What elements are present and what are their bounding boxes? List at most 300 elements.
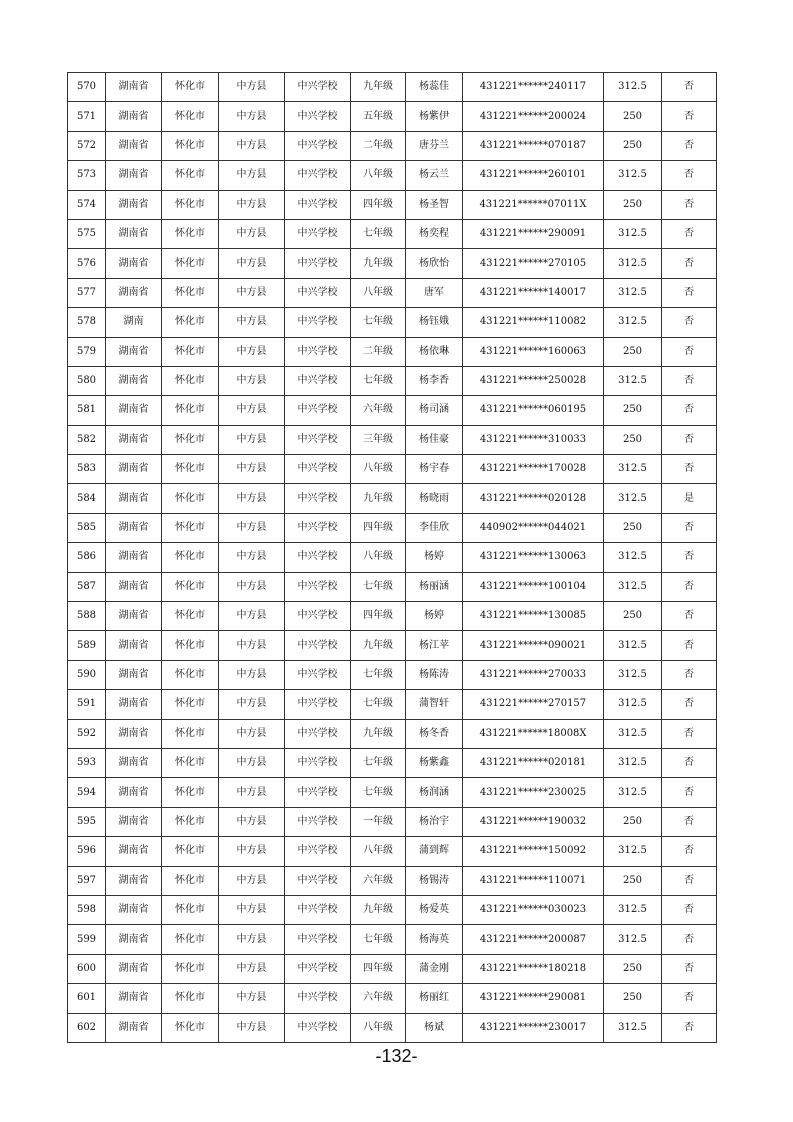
cell-province: 湖南 bbox=[106, 308, 162, 337]
table-row bbox=[68, 513, 717, 542]
cell-seq-no: 600 bbox=[68, 954, 106, 983]
cell-flag: 否 bbox=[662, 778, 717, 807]
cell-grade: 七年级 bbox=[351, 660, 406, 689]
cell-school: 中兴学校 bbox=[285, 807, 351, 836]
cell-school: 中兴学校 bbox=[285, 513, 351, 542]
cell-seq-no: 601 bbox=[68, 984, 106, 1013]
table-row bbox=[68, 484, 717, 513]
cell-student-name: 蒲智轩 bbox=[406, 690, 463, 719]
cell-amount: 312.5 bbox=[604, 690, 662, 719]
cell-flag: 否 bbox=[662, 631, 717, 660]
cell-amount: 312.5 bbox=[604, 925, 662, 954]
cell-student-name: 杨云兰 bbox=[406, 161, 463, 190]
cell-flag: 否 bbox=[662, 660, 717, 689]
cell-city: 怀化市 bbox=[162, 131, 219, 160]
cell-county: 中方县 bbox=[219, 925, 285, 954]
table-row bbox=[68, 455, 717, 484]
cell-grade: 九年级 bbox=[351, 484, 406, 513]
cell-seq-no: 599 bbox=[68, 925, 106, 954]
cell-county: 中方县 bbox=[219, 690, 285, 719]
cell-flag: 否 bbox=[662, 690, 717, 719]
records-table bbox=[67, 72, 717, 1043]
cell-province: 湖南省 bbox=[106, 425, 162, 454]
table-row bbox=[68, 690, 717, 719]
cell-amount: 312.5 bbox=[604, 484, 662, 513]
cell-amount: 250 bbox=[604, 337, 662, 366]
table-row bbox=[68, 219, 717, 248]
cell-province: 湖南省 bbox=[106, 278, 162, 307]
cell-county: 中方县 bbox=[219, 484, 285, 513]
cell-seq-no: 588 bbox=[68, 602, 106, 631]
cell-seq-no: 577 bbox=[68, 278, 106, 307]
cell-amount: 250 bbox=[604, 425, 662, 454]
cell-seq-no: 585 bbox=[68, 513, 106, 542]
cell-flag: 否 bbox=[662, 278, 717, 307]
cell-grade: 九年级 bbox=[351, 719, 406, 748]
cell-id-number: 431221******290091 bbox=[463, 219, 604, 248]
cell-student-name: 杨爱英 bbox=[406, 895, 463, 924]
cell-city: 怀化市 bbox=[162, 866, 219, 895]
cell-county: 中方县 bbox=[219, 249, 285, 278]
cell-amount: 312.5 bbox=[604, 543, 662, 572]
cell-student-name: 杨江苹 bbox=[406, 631, 463, 660]
table-row bbox=[68, 895, 717, 924]
cell-amount: 250 bbox=[604, 807, 662, 836]
table-row bbox=[68, 807, 717, 836]
cell-county: 中方县 bbox=[219, 1013, 285, 1042]
cell-flag: 否 bbox=[662, 954, 717, 983]
cell-grade: 八年级 bbox=[351, 278, 406, 307]
cell-grade: 九年级 bbox=[351, 73, 406, 102]
cell-amount: 312.5 bbox=[604, 631, 662, 660]
table-row bbox=[68, 572, 717, 601]
cell-county: 中方县 bbox=[219, 984, 285, 1013]
cell-amount: 312.5 bbox=[604, 308, 662, 337]
cell-id-number: 431221******020181 bbox=[463, 748, 604, 777]
cell-student-name: 杨婷 bbox=[406, 602, 463, 631]
cell-county: 中方县 bbox=[219, 837, 285, 866]
cell-amount: 250 bbox=[604, 602, 662, 631]
cell-province: 湖南省 bbox=[106, 190, 162, 219]
cell-id-number: 431221******270033 bbox=[463, 660, 604, 689]
cell-county: 中方县 bbox=[219, 572, 285, 601]
cell-school: 中兴学校 bbox=[285, 73, 351, 102]
cell-grade: 九年级 bbox=[351, 895, 406, 924]
cell-province: 湖南省 bbox=[106, 866, 162, 895]
cell-seq-no: 580 bbox=[68, 366, 106, 395]
cell-school: 中兴学校 bbox=[285, 895, 351, 924]
cell-grade: 四年级 bbox=[351, 190, 406, 219]
cell-county: 中方县 bbox=[219, 954, 285, 983]
cell-grade: 二年级 bbox=[351, 337, 406, 366]
cell-student-name: 李佳欣 bbox=[406, 513, 463, 542]
cell-id-number: 431221******150092 bbox=[463, 837, 604, 866]
cell-province: 湖南省 bbox=[106, 778, 162, 807]
cell-id-number: 431221******200024 bbox=[463, 102, 604, 131]
cell-amount: 250 bbox=[604, 954, 662, 983]
cell-student-name: 蒲到辉 bbox=[406, 837, 463, 866]
table-row bbox=[68, 337, 717, 366]
cell-city: 怀化市 bbox=[162, 308, 219, 337]
cell-grade: 二年级 bbox=[351, 131, 406, 160]
cell-school: 中兴学校 bbox=[285, 455, 351, 484]
cell-city: 怀化市 bbox=[162, 190, 219, 219]
cell-city: 怀化市 bbox=[162, 455, 219, 484]
cell-county: 中方县 bbox=[219, 719, 285, 748]
cell-school: 中兴学校 bbox=[285, 337, 351, 366]
cell-county: 中方县 bbox=[219, 308, 285, 337]
cell-flag: 是 bbox=[662, 484, 717, 513]
table-row bbox=[68, 1013, 717, 1042]
cell-flag: 否 bbox=[662, 1013, 717, 1042]
table-row bbox=[68, 249, 717, 278]
cell-student-name: 杨陈涛 bbox=[406, 660, 463, 689]
cell-amount: 250 bbox=[604, 984, 662, 1013]
cell-id-number: 431221******020128 bbox=[463, 484, 604, 513]
cell-province: 湖南省 bbox=[106, 543, 162, 572]
cell-flag: 否 bbox=[662, 190, 717, 219]
cell-id-number: 431221******250028 bbox=[463, 366, 604, 395]
cell-seq-no: 583 bbox=[68, 455, 106, 484]
cell-county: 中方县 bbox=[219, 866, 285, 895]
cell-flag: 否 bbox=[662, 396, 717, 425]
cell-province: 湖南省 bbox=[106, 73, 162, 102]
cell-amount: 312.5 bbox=[604, 572, 662, 601]
cell-flag: 否 bbox=[662, 807, 717, 836]
table-row bbox=[68, 102, 717, 131]
page-number: -132- bbox=[375, 1046, 418, 1066]
cell-flag: 否 bbox=[662, 366, 717, 395]
cell-province: 湖南省 bbox=[106, 660, 162, 689]
cell-flag: 否 bbox=[662, 866, 717, 895]
cell-county: 中方县 bbox=[219, 631, 285, 660]
cell-amount: 250 bbox=[604, 190, 662, 219]
cell-province: 湖南省 bbox=[106, 807, 162, 836]
cell-id-number: 431221******230017 bbox=[463, 1013, 604, 1042]
cell-school: 中兴学校 bbox=[285, 484, 351, 513]
cell-seq-no: 570 bbox=[68, 73, 106, 102]
cell-school: 中兴学校 bbox=[285, 161, 351, 190]
cell-province: 湖南省 bbox=[106, 337, 162, 366]
cell-grade: 九年级 bbox=[351, 631, 406, 660]
cell-seq-no: 576 bbox=[68, 249, 106, 278]
cell-flag: 否 bbox=[662, 895, 717, 924]
cell-seq-no: 594 bbox=[68, 778, 106, 807]
cell-city: 怀化市 bbox=[162, 807, 219, 836]
table-row bbox=[68, 719, 717, 748]
cell-student-name: 杨丽红 bbox=[406, 984, 463, 1013]
cell-seq-no: 572 bbox=[68, 131, 106, 160]
cell-school: 中兴学校 bbox=[285, 190, 351, 219]
cell-seq-no: 573 bbox=[68, 161, 106, 190]
cell-grade: 八年级 bbox=[351, 543, 406, 572]
cell-amount: 312.5 bbox=[604, 895, 662, 924]
cell-seq-no: 590 bbox=[68, 660, 106, 689]
cell-student-name: 杨司涵 bbox=[406, 396, 463, 425]
cell-grade: 七年级 bbox=[351, 778, 406, 807]
cell-amount: 312.5 bbox=[604, 660, 662, 689]
cell-grade: 七年级 bbox=[351, 748, 406, 777]
table-row bbox=[68, 73, 717, 102]
cell-student-name: 杨紫伊 bbox=[406, 102, 463, 131]
cell-seq-no: 596 bbox=[68, 837, 106, 866]
cell-grade: 七年级 bbox=[351, 690, 406, 719]
cell-grade: 三年级 bbox=[351, 425, 406, 454]
table-row bbox=[68, 866, 717, 895]
cell-amount: 250 bbox=[604, 131, 662, 160]
cell-grade: 八年级 bbox=[351, 161, 406, 190]
cell-student-name: 唐芬兰 bbox=[406, 131, 463, 160]
cell-county: 中方县 bbox=[219, 396, 285, 425]
cell-id-number: 431221******270105 bbox=[463, 249, 604, 278]
cell-school: 中兴学校 bbox=[285, 925, 351, 954]
cell-grade: 七年级 bbox=[351, 925, 406, 954]
table-row bbox=[68, 602, 717, 631]
cell-student-name: 杨钰娥 bbox=[406, 308, 463, 337]
cell-city: 怀化市 bbox=[162, 895, 219, 924]
cell-city: 怀化市 bbox=[162, 513, 219, 542]
cell-flag: 否 bbox=[662, 219, 717, 248]
cell-seq-no: 584 bbox=[68, 484, 106, 513]
cell-id-number: 431221******160063 bbox=[463, 337, 604, 366]
cell-flag: 否 bbox=[662, 455, 717, 484]
cell-county: 中方县 bbox=[219, 425, 285, 454]
cell-flag: 否 bbox=[662, 984, 717, 1013]
cell-student-name: 杨李香 bbox=[406, 366, 463, 395]
cell-id-number: 431221******230025 bbox=[463, 778, 604, 807]
cell-school: 中兴学校 bbox=[285, 660, 351, 689]
cell-province: 湖南省 bbox=[106, 366, 162, 395]
cell-city: 怀化市 bbox=[162, 719, 219, 748]
cell-grade: 四年级 bbox=[351, 602, 406, 631]
cell-city: 怀化市 bbox=[162, 278, 219, 307]
cell-school: 中兴学校 bbox=[285, 1013, 351, 1042]
cell-grade: 六年级 bbox=[351, 866, 406, 895]
cell-seq-no: 575 bbox=[68, 219, 106, 248]
cell-id-number: 431221******110071 bbox=[463, 866, 604, 895]
table-row bbox=[68, 631, 717, 660]
cell-seq-no: 598 bbox=[68, 895, 106, 924]
cell-province: 湖南省 bbox=[106, 631, 162, 660]
cell-grade: 八年级 bbox=[351, 455, 406, 484]
records-body bbox=[68, 73, 717, 1043]
cell-seq-no: 602 bbox=[68, 1013, 106, 1042]
cell-school: 中兴学校 bbox=[285, 249, 351, 278]
table-row bbox=[68, 396, 717, 425]
cell-id-number: 431221******090021 bbox=[463, 631, 604, 660]
cell-county: 中方县 bbox=[219, 455, 285, 484]
cell-school: 中兴学校 bbox=[285, 719, 351, 748]
cell-student-name: 杨晓雨 bbox=[406, 484, 463, 513]
cell-county: 中方县 bbox=[219, 543, 285, 572]
cell-grade: 六年级 bbox=[351, 984, 406, 1013]
cell-city: 怀化市 bbox=[162, 161, 219, 190]
cell-student-name: 杨紫鑫 bbox=[406, 748, 463, 777]
cell-city: 怀化市 bbox=[162, 602, 219, 631]
table-row bbox=[68, 778, 717, 807]
table-row bbox=[68, 278, 717, 307]
cell-student-name: 杨婷 bbox=[406, 543, 463, 572]
cell-city: 怀化市 bbox=[162, 543, 219, 572]
cell-flag: 否 bbox=[662, 425, 717, 454]
cell-seq-no: 578 bbox=[68, 308, 106, 337]
cell-amount: 312.5 bbox=[604, 249, 662, 278]
cell-flag: 否 bbox=[662, 602, 717, 631]
cell-amount: 250 bbox=[604, 513, 662, 542]
cell-amount: 312.5 bbox=[604, 719, 662, 748]
cell-id-number: 431221******200087 bbox=[463, 925, 604, 954]
cell-id-number: 431221******070187 bbox=[463, 131, 604, 160]
cell-city: 怀化市 bbox=[162, 690, 219, 719]
cell-school: 中兴学校 bbox=[285, 954, 351, 983]
cell-school: 中兴学校 bbox=[285, 102, 351, 131]
cell-school: 中兴学校 bbox=[285, 748, 351, 777]
cell-province: 湖南省 bbox=[106, 161, 162, 190]
cell-city: 怀化市 bbox=[162, 102, 219, 131]
cell-student-name: 杨丽涵 bbox=[406, 572, 463, 601]
cell-amount: 312.5 bbox=[604, 748, 662, 777]
cell-id-number: 431221******240117 bbox=[463, 73, 604, 102]
cell-id-number: 431221******130085 bbox=[463, 602, 604, 631]
cell-county: 中方县 bbox=[219, 778, 285, 807]
cell-school: 中兴学校 bbox=[285, 866, 351, 895]
cell-city: 怀化市 bbox=[162, 572, 219, 601]
cell-county: 中方县 bbox=[219, 748, 285, 777]
cell-school: 中兴学校 bbox=[285, 543, 351, 572]
cell-id-number: 431221******060195 bbox=[463, 396, 604, 425]
cell-id-number: 431221******110082 bbox=[463, 308, 604, 337]
cell-county: 中方县 bbox=[219, 337, 285, 366]
table-row bbox=[68, 748, 717, 777]
cell-province: 湖南省 bbox=[106, 895, 162, 924]
cell-seq-no: 582 bbox=[68, 425, 106, 454]
cell-province: 湖南省 bbox=[106, 602, 162, 631]
cell-id-number: 431221******18008X bbox=[463, 719, 604, 748]
cell-county: 中方县 bbox=[219, 278, 285, 307]
cell-grade: 七年级 bbox=[351, 366, 406, 395]
cell-student-name: 杨斌 bbox=[406, 1013, 463, 1042]
cell-county: 中方县 bbox=[219, 161, 285, 190]
cell-student-name: 杨欣怡 bbox=[406, 249, 463, 278]
cell-province: 湖南省 bbox=[106, 572, 162, 601]
cell-amount: 250 bbox=[604, 866, 662, 895]
table-row bbox=[68, 660, 717, 689]
cell-amount: 312.5 bbox=[604, 1013, 662, 1042]
cell-city: 怀化市 bbox=[162, 396, 219, 425]
cell-province: 湖南省 bbox=[106, 513, 162, 542]
cell-amount: 312.5 bbox=[604, 278, 662, 307]
cell-school: 中兴学校 bbox=[285, 278, 351, 307]
cell-province: 湖南省 bbox=[106, 984, 162, 1013]
cell-id-number: 431221******180218 bbox=[463, 954, 604, 983]
cell-city: 怀化市 bbox=[162, 249, 219, 278]
cell-province: 湖南省 bbox=[106, 249, 162, 278]
cell-grade: 八年级 bbox=[351, 1013, 406, 1042]
cell-city: 怀化市 bbox=[162, 425, 219, 454]
cell-flag: 否 bbox=[662, 131, 717, 160]
cell-id-number: 431221******290081 bbox=[463, 984, 604, 1013]
cell-province: 湖南省 bbox=[106, 690, 162, 719]
cell-school: 中兴学校 bbox=[285, 425, 351, 454]
cell-student-name: 杨奕程 bbox=[406, 219, 463, 248]
cell-seq-no: 581 bbox=[68, 396, 106, 425]
cell-amount: 312.5 bbox=[604, 366, 662, 395]
cell-school: 中兴学校 bbox=[285, 219, 351, 248]
cell-student-name: 杨治宇 bbox=[406, 807, 463, 836]
cell-school: 中兴学校 bbox=[285, 602, 351, 631]
cell-seq-no: 587 bbox=[68, 572, 106, 601]
cell-id-number: 431221******07011X bbox=[463, 190, 604, 219]
cell-province: 湖南省 bbox=[106, 748, 162, 777]
cell-city: 怀化市 bbox=[162, 337, 219, 366]
table-row bbox=[68, 984, 717, 1013]
cell-flag: 否 bbox=[662, 837, 717, 866]
cell-id-number: 431221******140017 bbox=[463, 278, 604, 307]
cell-flag: 否 bbox=[662, 748, 717, 777]
table-row bbox=[68, 308, 717, 337]
cell-student-name: 杨锡涛 bbox=[406, 866, 463, 895]
cell-flag: 否 bbox=[662, 719, 717, 748]
cell-county: 中方县 bbox=[219, 660, 285, 689]
cell-flag: 否 bbox=[662, 543, 717, 572]
cell-county: 中方县 bbox=[219, 366, 285, 395]
table-row bbox=[68, 425, 717, 454]
cell-grade: 四年级 bbox=[351, 513, 406, 542]
cell-province: 湖南省 bbox=[106, 131, 162, 160]
cell-id-number: 431221******130063 bbox=[463, 543, 604, 572]
cell-id-number: 431221******190032 bbox=[463, 807, 604, 836]
cell-flag: 否 bbox=[662, 161, 717, 190]
cell-school: 中兴学校 bbox=[285, 837, 351, 866]
table-row bbox=[68, 161, 717, 190]
cell-id-number: 431221******310033 bbox=[463, 425, 604, 454]
cell-grade: 五年级 bbox=[351, 102, 406, 131]
cell-school: 中兴学校 bbox=[285, 778, 351, 807]
cell-flag: 否 bbox=[662, 572, 717, 601]
cell-amount: 312.5 bbox=[604, 73, 662, 102]
cell-amount: 312.5 bbox=[604, 161, 662, 190]
cell-flag: 否 bbox=[662, 249, 717, 278]
cell-flag: 否 bbox=[662, 73, 717, 102]
cell-city: 怀化市 bbox=[162, 484, 219, 513]
cell-province: 湖南省 bbox=[106, 1013, 162, 1042]
cell-county: 中方县 bbox=[219, 219, 285, 248]
cell-seq-no: 589 bbox=[68, 631, 106, 660]
cell-province: 湖南省 bbox=[106, 455, 162, 484]
cell-amount: 250 bbox=[604, 396, 662, 425]
cell-seq-no: 586 bbox=[68, 543, 106, 572]
cell-city: 怀化市 bbox=[162, 660, 219, 689]
cell-amount: 312.5 bbox=[604, 778, 662, 807]
cell-province: 湖南省 bbox=[106, 954, 162, 983]
table-row bbox=[68, 954, 717, 983]
cell-city: 怀化市 bbox=[162, 1013, 219, 1042]
cell-city: 怀化市 bbox=[162, 837, 219, 866]
cell-id-number: 431221******270157 bbox=[463, 690, 604, 719]
cell-seq-no: 574 bbox=[68, 190, 106, 219]
cell-id-number: 431221******170028 bbox=[463, 455, 604, 484]
cell-grade: 七年级 bbox=[351, 219, 406, 248]
cell-grade: 七年级 bbox=[351, 572, 406, 601]
cell-student-name: 杨圣智 bbox=[406, 190, 463, 219]
cell-flag: 否 bbox=[662, 513, 717, 542]
cell-student-name: 杨冬香 bbox=[406, 719, 463, 748]
cell-seq-no: 571 bbox=[68, 102, 106, 131]
cell-school: 中兴学校 bbox=[285, 690, 351, 719]
cell-city: 怀化市 bbox=[162, 366, 219, 395]
cell-id-number: 431221******100104 bbox=[463, 572, 604, 601]
cell-student-name: 杨依琳 bbox=[406, 337, 463, 366]
